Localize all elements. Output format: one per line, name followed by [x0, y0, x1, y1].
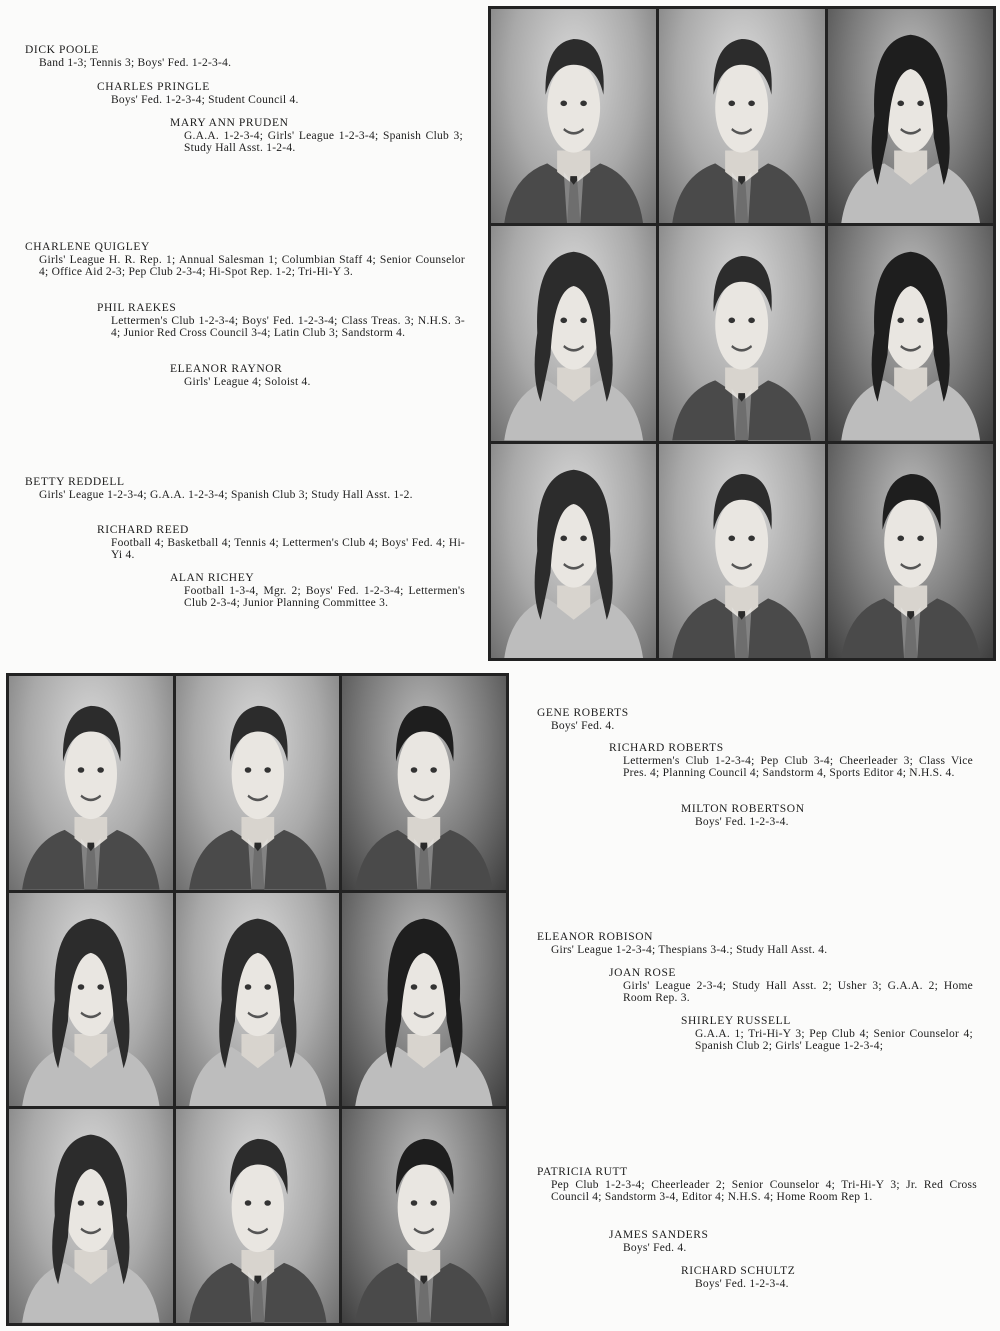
senior-name: CHARLES PRINGLE — [97, 81, 210, 93]
senior-entry — [170, 363, 465, 388]
student-portrait-photo — [491, 226, 656, 440]
senior-activities: Football 4; Basketball 4; Tennis 4; Lettermen's Club 4; Boys' Fed. 4; Hi-Yi 4. — [111, 536, 465, 562]
senior-activities: Boys' Fed. 1-2-3-4. — [695, 815, 789, 828]
senior-name: PATRICIA RUTT — [537, 1166, 628, 1178]
senior-activities: G.A.A. 1; Tri-Hi-Y 3; Pep Club 4; Senior Counselor 4; Spanish Club 2; Girls' League 1-2-3-4; — [695, 1027, 973, 1053]
student-portrait-photo — [176, 893, 340, 1107]
senior-activities: Lettermen's Club 1-2-3-4; Boys' Fed. 1-2-3-4; Class Treas. 3; N.H.S. 3-4; Junior Red Cross Council 3-4; Latin Club 3; Sandstorm 4. — [111, 314, 465, 340]
student-portrait-photo — [342, 676, 506, 890]
senior-entry — [609, 967, 973, 1005]
senior-activities: Girs' League 1-2-3-4; Thespians 3-4.; Study Hall Asst. 4. — [551, 943, 828, 956]
senior-entry — [537, 931, 977, 956]
senior-activities: Football 1-3-4, Mgr. 2; Boys' Fed. 1-2-3-4; Lettermen's Club 2-3-4; Junior Planning Committee 3. — [184, 584, 465, 610]
senior-activities: Girls' League 4; Soloist 4. — [184, 375, 311, 388]
senior-entry — [25, 241, 465, 279]
student-portrait-photo — [9, 893, 173, 1107]
senior-entry — [170, 117, 463, 155]
senior-activities: Boys' Fed. 4. — [623, 1241, 687, 1254]
student-portrait-photo — [659, 444, 824, 658]
student-portrait-photo — [176, 1109, 340, 1323]
senior-entry — [537, 707, 977, 732]
senior-entry — [609, 1229, 973, 1254]
senior-name: ELEANOR RAYNOR — [170, 363, 283, 375]
senior-activities: Girls' League 2-3-4; Study Hall Asst. 2; Usher 3; G.A.A. 2; Home Room Rep. 3. — [623, 979, 973, 1005]
senior-activities: Girls' League H. R. Rep. 1; Annual Salesman 1; Columbian Staff 4; Senior Counselor 4; Office Aid 2-3; Pep Club 2-3-4; Hi-Spot Rep. 1-2; Tri-Hi-Y 3. — [39, 253, 465, 279]
student-portrait-photo — [828, 9, 993, 223]
senior-name: JOAN ROSE — [609, 967, 677, 979]
senior-entry — [681, 1015, 973, 1053]
student-portrait-photo — [176, 676, 340, 890]
senior-name: RICHARD ROBERTS — [609, 742, 724, 754]
student-portrait-photo — [659, 9, 824, 223]
senior-name: MILTON ROBERTSON — [681, 803, 805, 815]
senior-name: SHIRLEY RUSSELL — [681, 1015, 791, 1027]
student-portrait-photo — [9, 1109, 173, 1323]
senior-entry — [97, 524, 465, 562]
student-portrait-photo — [828, 226, 993, 440]
student-portrait-photo — [491, 444, 656, 658]
senior-entry — [25, 44, 465, 69]
bottom-photo-grid — [6, 673, 509, 1326]
senior-name: RICHARD SCHULTZ — [681, 1265, 796, 1277]
senior-name: BETTY REDDELL — [25, 476, 125, 488]
student-portrait-photo — [491, 9, 656, 223]
senior-activities: Lettermen's Club 1-2-3-4; Pep Club 3-4; Cheerleader 3; Class Vice Pres. 4; Planning Council 4; Sandstorm 4, Sports Editor 4; N.H.S. 4. — [623, 754, 973, 780]
senior-name: DICK POOLE — [25, 44, 100, 56]
senior-activities: Boys' Fed. 1-2-3-4. — [695, 1277, 789, 1290]
senior-entry — [681, 803, 973, 828]
senior-activities: Boys' Fed. 1-2-3-4; Student Council 4. — [111, 93, 299, 106]
top-photo-grid — [488, 6, 996, 661]
senior-name: JAMES SANDERS — [609, 1229, 709, 1241]
senior-name: CHARLENE QUIGLEY — [25, 241, 150, 253]
senior-name: MARY ANN PRUDEN — [170, 117, 289, 129]
senior-activities: Band 1-3; Tennis 3; Boys' Fed. 1-2-3-4. — [39, 56, 232, 69]
senior-activities: Girls' League 1-2-3-4; G.A.A. 1-2-3-4; Spanish Club 3; Study Hall Asst. 1-2. — [39, 488, 413, 501]
senior-name: RICHARD REED — [97, 524, 189, 536]
student-portrait-photo — [659, 226, 824, 440]
senior-entry — [681, 1265, 973, 1290]
senior-name: PHIL RAEKES — [97, 302, 177, 314]
senior-entry — [609, 742, 973, 780]
student-portrait-photo — [342, 1109, 506, 1323]
senior-activities: G.A.A. 1-2-3-4; Girls' League 1-2-3-4; Spanish Club 3; Study Hall Asst. 1-2-4. — [184, 129, 463, 155]
senior-entry — [97, 302, 465, 340]
student-portrait-photo — [828, 444, 993, 658]
senior-entry — [170, 572, 465, 610]
student-portrait-photo — [9, 676, 173, 890]
senior-activities: Pep Club 1-2-3-4; Cheerleader 2; Senior Counselor 4; Tri-Hi-Y 3; Jr. Red Cross Council 4; Sandstorm 3-4, Editor 4; N.H.S. 4; Home Room Rep 1. — [551, 1178, 977, 1204]
senior-name: ALAN RICHEY — [170, 572, 255, 584]
senior-activities: Boys' Fed. 4. — [551, 719, 615, 732]
senior-name: ELEANOR ROBISON — [537, 931, 654, 943]
student-portrait-photo — [342, 893, 506, 1107]
senior-entry — [537, 1166, 977, 1204]
senior-entry — [25, 476, 465, 501]
senior-name: GENE ROBERTS — [537, 707, 629, 719]
senior-entry — [97, 81, 465, 106]
